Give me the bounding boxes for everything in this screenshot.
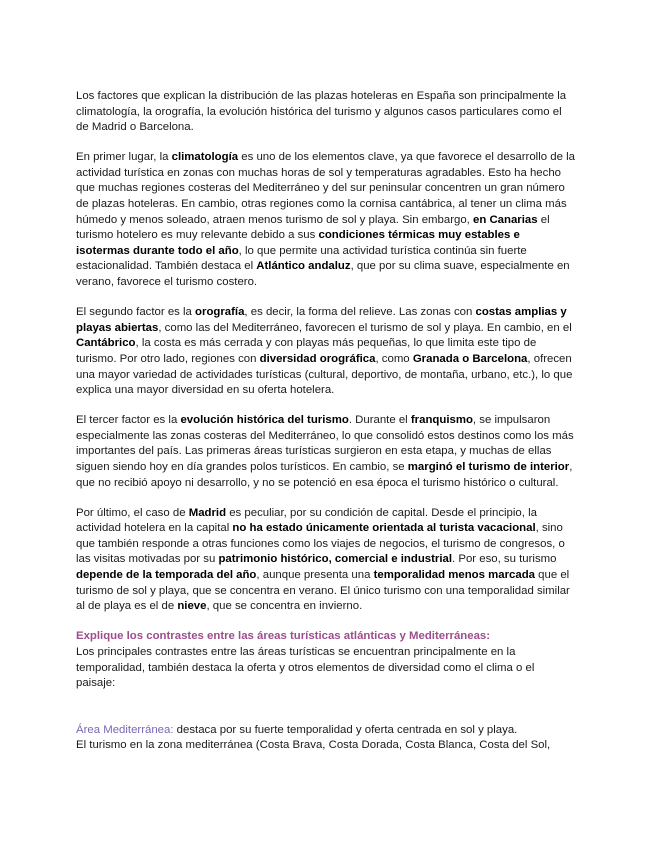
keyword-turismo-interior: marginó el turismo de interior: [407, 460, 570, 473]
paragraph-history: El tercer factor es la evolución histórica del turismo. Durante el franquismo, se impulsaron especialmente las zonas costeras del Mediterráneo, lo que consolidó estos destinos como los más importantes del país. Las primeras áreas turísticas surgieron en esta etapa, y muchas de ellas siguen siendo hoy en día grandes polos turísticos. En cambio, se marginó el turismo de interior, que no recibió apoyo ni desarrollo, y no se potenció en esa época el turismo histórico o cultural.: [76, 414, 574, 489]
keyword-franquismo: franquismo: [410, 414, 473, 427]
keyword-diversidad-orografica: diversidad orográfica: [259, 352, 376, 365]
keyword-orografia: orografía: [195, 306, 245, 319]
keyword-turista-vacacional: no ha estado únicamente orientada al turista vacacional: [232, 522, 536, 535]
document-page: [76, 89, 576, 754]
section-heading: Explique los contrastes entre las áreas turísticas atlánticas y Mediterráneas:: [76, 630, 491, 643]
keyword-condiciones-termicas: condiciones térmicas muy estables e isotermas durante todo el año: [76, 229, 520, 257]
keyword-cantabrico: Cantábrico: [76, 337, 136, 350]
keyword-nieve: nieve: [177, 600, 207, 613]
paragraph-contrasts: Los principales contrastes entre las áreas turísticas se encuentran principalmente en la temporalidad, también destaca la oferta y otros elementos de diversidad como el clima o el paisaje:: [76, 645, 535, 690]
keyword-climatologia: climatología: [171, 151, 239, 164]
paragraph-madrid: Por último, el caso de Madrid es peculiar, por su condición de capital. Desde el principio, la actividad hotelera en la capital no ha estado únicamente orientada al turista vacacional, sino que también responde a otras funciones como los viajes de negocios, el turismo de congresos, o las visitas motivadas por su patrimonio histórico, comercial e industrial. Por eso, su turismo depende de la temporada del año, aunque presenta una temporalidad menos marcada que el turismo de sol y playa, que se concentra en verano. El único turismo con una temporalidad similar al de playa es el de nieve, que se concentra en invierno.: [76, 506, 570, 613]
keyword-granada-barcelona: Granada o Barcelona: [412, 352, 528, 365]
keyword-temporalidad: temporalidad menos marcada: [373, 569, 535, 582]
paragraph-intro: Los factores que explican la distribución de las plazas hoteleras en España son principalmente la climatología, la orografía, la evolución histórica del turismo y algunos casos particulares como el de Madrid o Barcelona.: [76, 90, 567, 134]
mediterranean-line: [76, 723, 576, 739]
keyword-atlantico-andaluz: Atlántico andaluz: [256, 260, 351, 273]
mediterranean-label: Área Mediterránea:: [76, 723, 174, 736]
keyword-canarias: en Canarias: [473, 213, 538, 226]
keyword-madrid: Madrid: [188, 506, 227, 519]
mediterranean-text: destaca por su fuerte temporalidad y oferta centrada en sol y playa.: [173, 723, 518, 736]
keyword-patrimonio: patrimonio histórico, comercial e industrial: [218, 553, 453, 566]
keyword-costas-amplias: costas amplias y playas abiertas: [76, 306, 567, 334]
keyword-temporada: depende de la temporada del año: [76, 569, 257, 582]
paragraph-orography: El segundo factor es la orografía, es decir, la forma del relieve. Las zonas con costas amplias y playas abiertas, como las del Mediterráneo, favorecen el turismo de sol y playa. En cambio, en el Cantábrico, la costa es más cerrada y con playas más pequeñas, lo que limita este tipo de turismo. Por otro lado, regiones con diversidad orográfica, como Granada o Barcelona, ofrecen una mayor variedad de actividades turísticas (cultural, deportivo, de montaña, urbano, etc.), lo que explica una mayor diversidad en su oferta hotelera.: [76, 306, 573, 397]
keyword-evolucion-historica: evolución histórica del turismo: [180, 414, 349, 427]
paragraph-mediterranean-tourism: El turismo en la zona mediterránea (Costa Brava, Costa Dorada, Costa Blanca, Costa del Sol,: [76, 739, 551, 752]
paragraph-climatology: En primer lugar, la climatología es uno de los elementos clave, ya que favorece el desarrollo de la actividad turística en zonas con muchas horas de sol y temperaturas agradables. Esto ha hecho que muchas regiones costeras del Mediterráneo y del sur peninsular concentren un gran número de plazas hoteleras. En cambio, otras regiones como la cornisa cantábrica, al tener un clima más húmedo y menos soleado, atraen menos turismo de sol y playa. Sin embargo, en Canarias el turismo hotelero es muy relevante debido a sus condiciones térmicas muy estables e isotermas durante todo el año, lo que permite una actividad turística continúa sin fuerte estacionalidad. También destaca el Atlántico andaluz, que por su clima suave, especialmente en verano, favorece el turismo costero.: [76, 151, 575, 289]
